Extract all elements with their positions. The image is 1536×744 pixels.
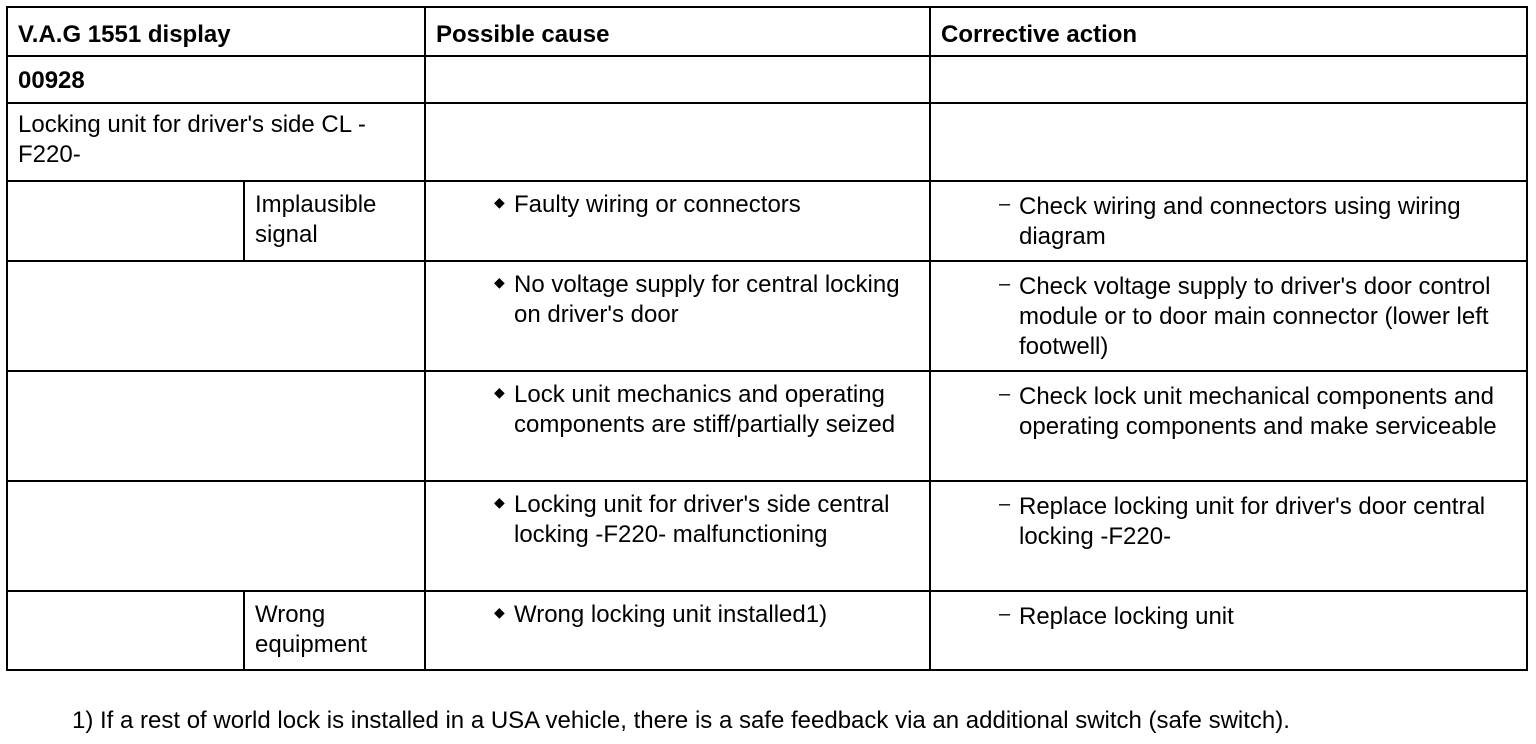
table-row bbox=[7, 371, 1527, 481]
action-cell bbox=[930, 481, 1527, 591]
empty-cell bbox=[7, 371, 425, 481]
action-text: Check wiring and connectors using wiring diagram bbox=[1019, 193, 1461, 250]
footnote: 1) If a rest of world lock is installed in a USA vehicle, there is a safe feedback via an additional switch (safe switch). bbox=[72, 707, 1290, 734]
table-row bbox=[7, 591, 1527, 670]
action-text: Replace locking unit for driver's door central locking -F220- bbox=[1019, 493, 1486, 550]
header-cause: Possible cause bbox=[425, 7, 930, 56]
action-text: Check lock unit mechanical components and operating components and make serviceable bbox=[1019, 383, 1497, 440]
diamond-bullet-icon: ◆ bbox=[494, 494, 505, 510]
cause-cell bbox=[425, 371, 930, 481]
symptom: Wrong equipment bbox=[244, 591, 425, 670]
cause-text: Faulty wiring or connectors bbox=[514, 191, 801, 218]
diamond-bullet-icon: ◆ bbox=[494, 384, 505, 400]
empty-cell bbox=[7, 261, 425, 371]
cause-text: Wrong locking unit installed1) bbox=[514, 601, 828, 628]
empty-cell bbox=[425, 56, 930, 103]
component-row bbox=[7, 103, 1527, 181]
fault-code-row bbox=[7, 56, 1527, 103]
dash-icon: – bbox=[999, 603, 1011, 625]
action-text: Check voltage supply to driver's door control module or to door main connector (lower left footwell) bbox=[1019, 273, 1491, 360]
cause-cell bbox=[425, 261, 930, 371]
cause-text: Lock unit mechanics and operating components are stiff/partially seized bbox=[514, 381, 896, 438]
action-cell bbox=[930, 591, 1527, 670]
empty-cell bbox=[425, 103, 930, 181]
header-action: Corrective action bbox=[930, 7, 1527, 56]
fault-code: 00928 bbox=[7, 56, 425, 103]
dash-icon: – bbox=[999, 193, 1011, 215]
component-text: Locking unit for driver's side CL - F220- bbox=[18, 111, 366, 168]
component-name bbox=[7, 103, 425, 181]
fault-table bbox=[6, 6, 1528, 671]
cause-text: Locking unit for driver's side central locking -F220- malfunctioning bbox=[514, 491, 890, 548]
table-row bbox=[7, 481, 1527, 591]
action-cell bbox=[930, 371, 1527, 481]
action-text: Replace locking unit bbox=[1019, 603, 1234, 630]
cause-text: No voltage supply for central locking on driver's door bbox=[514, 271, 900, 328]
cause-cell bbox=[425, 481, 930, 591]
diamond-bullet-icon: ◆ bbox=[494, 194, 505, 210]
action-cell bbox=[930, 181, 1527, 261]
empty-cell bbox=[7, 591, 244, 670]
dash-icon: – bbox=[999, 493, 1011, 515]
symptom: Implausible signal bbox=[244, 181, 425, 261]
header-row bbox=[7, 7, 1527, 56]
table-row bbox=[7, 181, 1527, 261]
action-cell bbox=[930, 261, 1527, 371]
empty-cell bbox=[7, 481, 425, 591]
header-display: V.A.G 1551 display bbox=[7, 7, 425, 56]
table-row bbox=[7, 261, 1527, 371]
dash-icon: – bbox=[999, 273, 1011, 295]
empty-cell bbox=[7, 181, 244, 261]
diamond-bullet-icon: ◆ bbox=[494, 604, 505, 620]
empty-cell bbox=[930, 103, 1527, 181]
cause-cell bbox=[425, 181, 930, 261]
empty-cell bbox=[930, 56, 1527, 103]
cause-cell bbox=[425, 591, 930, 670]
dash-icon: – bbox=[999, 383, 1011, 405]
diamond-bullet-icon: ◆ bbox=[494, 274, 505, 290]
